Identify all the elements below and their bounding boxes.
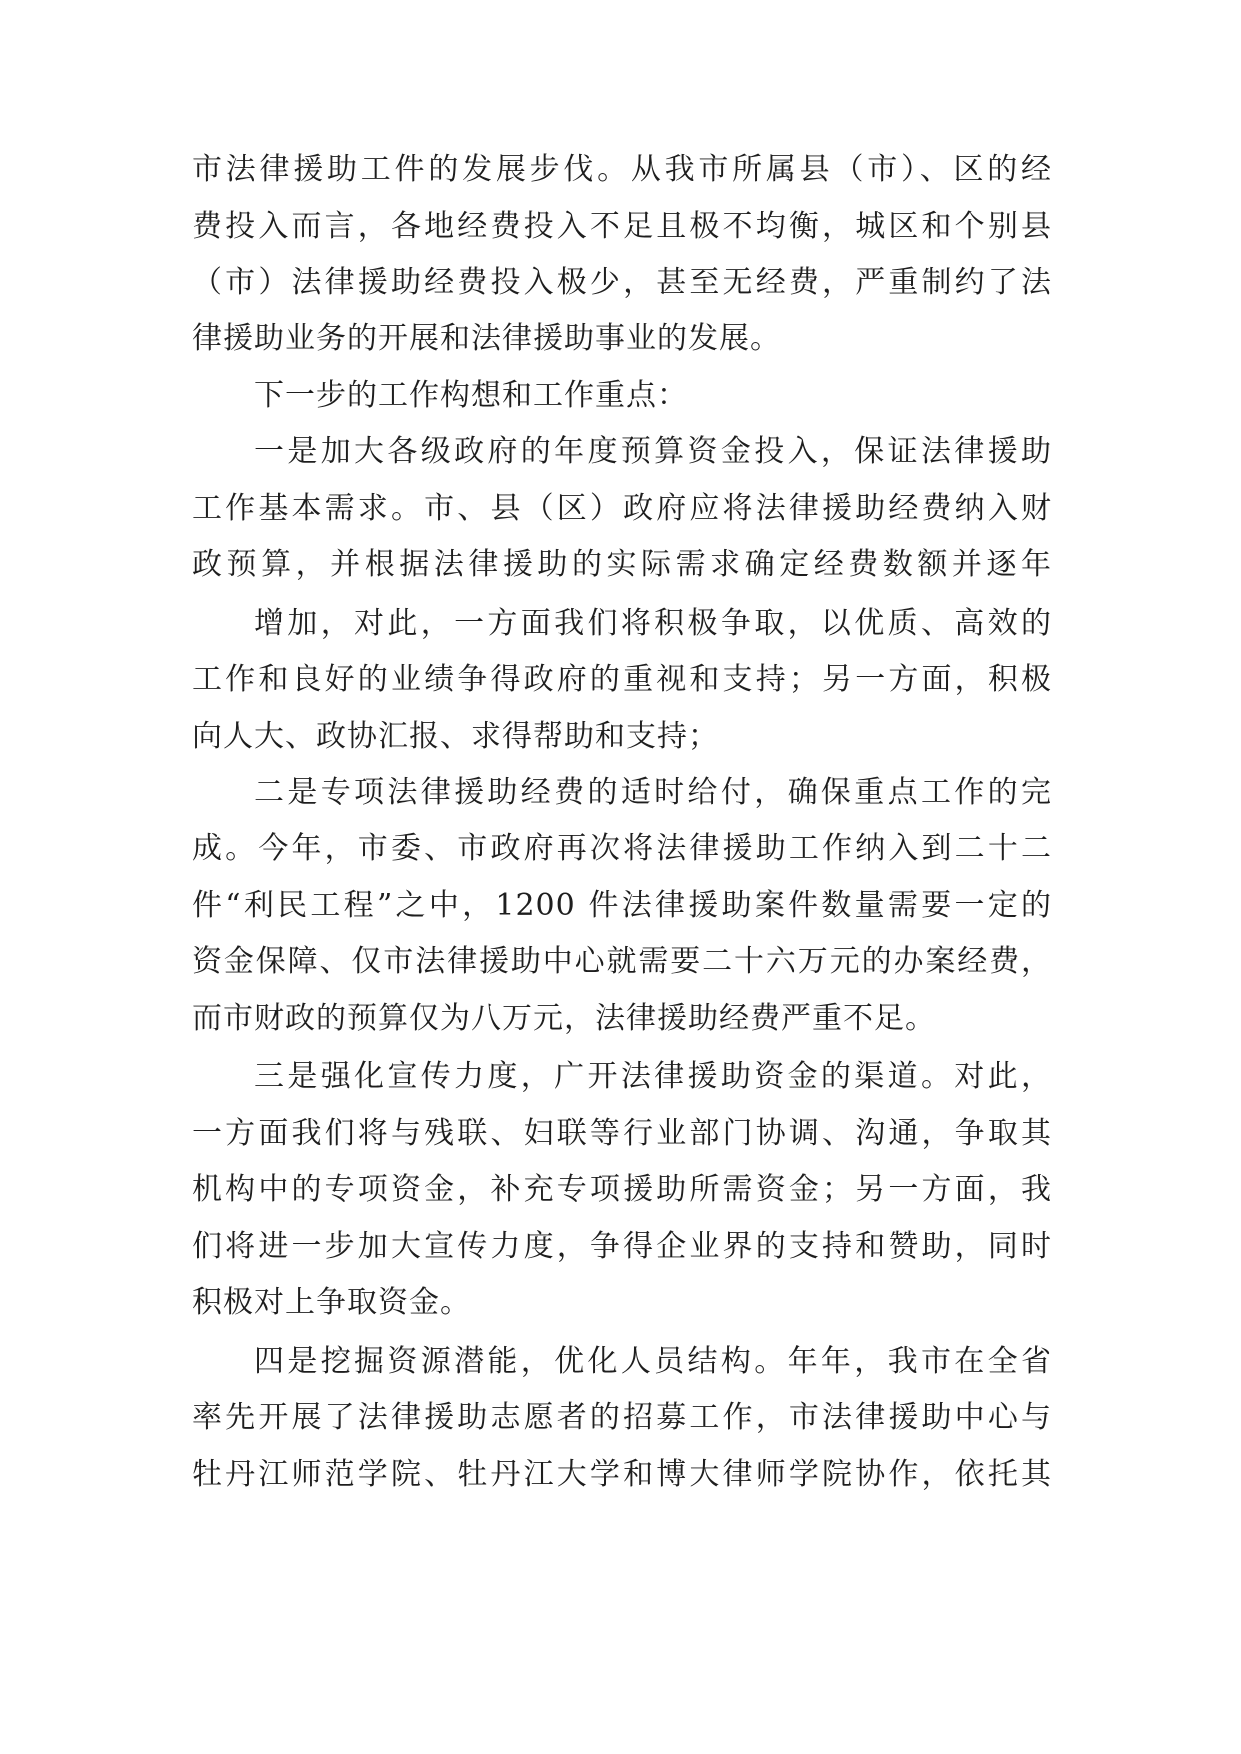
text-line-14: 件“利民工程”之中，1200 件法律援助案件数量需要一定的 [192,888,1052,923]
text-line-6: 一是加大各级政府的年度预算资金投入，保证法律援助 [254,434,1052,469]
text-line-24: 牡丹江师范学院、牡丹江大学和博大律师学院协作，依托其 [192,1457,1052,1492]
text-line-10: 工作和良好的业绩争得政府的重视和支持；另一方面，积极 [192,662,1052,697]
text-line-13: 成。今年，市委、市政府再次将法律援助工作纳入到二十二 [192,831,1052,866]
text-line-5: 下一步的工作构想和工作重点： [254,378,688,413]
text-line-12: 二是专项法律援助经费的适时给付，确保重点工作的完 [254,775,1052,810]
text-line-11: 向人大、政协汇报、求得帮助和支持； [192,719,719,754]
text-line-20: 们将进一步加大宣传力度，争得企业界的支持和赞助，同时 [192,1229,1052,1264]
text-line-4: 律援助业务的开展和法律援助事业的发展。 [192,321,781,356]
text-line-1: 市法律援助工件的发展步伐。从我市所属县（市）、区的经 [192,152,1052,187]
text-line-16: 而市财政的预算仅为八万元，法律援助经费严重不足。 [192,1001,936,1036]
text-line-17: 三是强化宣传力度，广开法律援助资金的渠道。对此， [254,1059,1052,1094]
text-line-2: 费投入而言，各地经费投入不足且极不均衡，城区和个别县 [192,209,1052,244]
text-line-15: 资金保障、仅市法律援助中心就需要二十六万元的办案经费， [192,944,1052,979]
text-line-22: 四是挖掘资源潜能，优化人员结构。年年，我市在全省 [254,1344,1052,1379]
text-line-18: 一方面我们将与残联、妇联等行业部门协调、沟通，争取其 [192,1116,1052,1151]
text-line-21: 积极对上争取资金。 [192,1285,471,1320]
text-line-7: 工作基本需求。市、县（区）政府应将法律援助经费纳入财 [192,491,1052,526]
text-line-9: 增加，对此，一方面我们将积极争取，以优质、高效的 [254,606,1052,641]
text-line-19: 机构中的专项资金，补充专项援助所需资金；另一方面，我 [192,1172,1052,1207]
text-line-3: （市）法律援助经费投入极少，甚至无经费，严重制约了法 [192,265,1052,300]
text-line-23: 率先开展了法律援助志愿者的招募工作，市法律援助中心与 [192,1400,1052,1435]
text-line-8: 政预算，并根据法律援助的实际需求确定经费数额并逐年 [192,547,1052,582]
